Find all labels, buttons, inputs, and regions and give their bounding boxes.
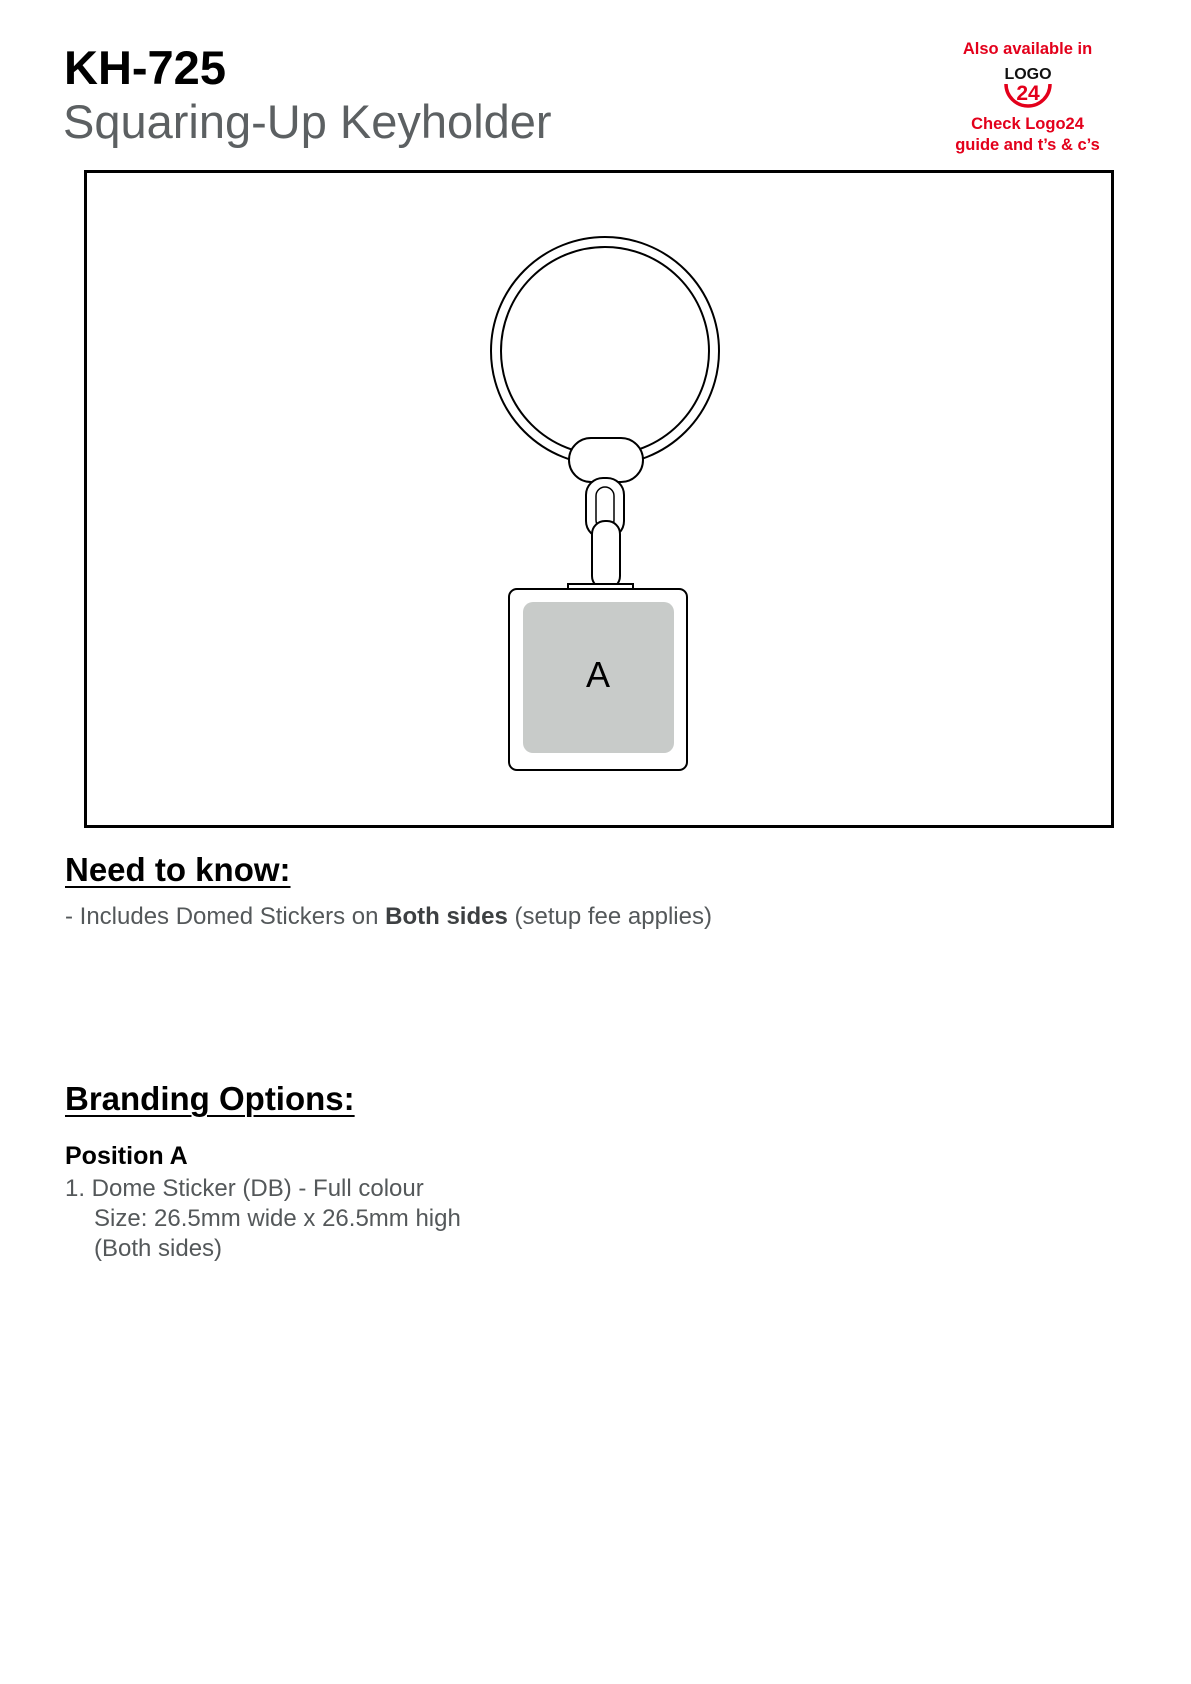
position-a-title: Position A [65, 1142, 188, 1170]
also-available-text: Also available in [962, 40, 1093, 58]
option-line: 1. Dome Sticker (DB) - Full colour [65, 1175, 424, 1202]
option-size: Size: 26.5mm wide x 26.5mm high [94, 1205, 461, 1232]
check-guide-line1: Check Logo24 [971, 115, 1084, 134]
branding-option-1 [65, 1174, 461, 1264]
need-to-know-item [65, 903, 712, 931]
need-to-know-heading: Need to know: [65, 851, 291, 888]
need-suffix: (setup fee applies) [507, 903, 712, 930]
logo-word: LOGO [1003, 66, 1052, 84]
need-bold: Both sides [385, 903, 508, 930]
option-sides: (Both sides) [94, 1235, 223, 1262]
logo-number: 24 [1015, 82, 1040, 106]
logo24-notice [940, 40, 1115, 155]
key-ring-inner [501, 247, 709, 455]
position-a-label: A [585, 654, 611, 695]
keyholder-illustration [87, 173, 1111, 825]
ring-clasp [569, 438, 643, 482]
product-illustration-frame [84, 170, 1114, 828]
chain-link-lower [592, 521, 620, 589]
branding-options-heading: Branding Options: [65, 1080, 355, 1117]
check-guide-line2: guide and t’s & c’s [955, 135, 1100, 154]
need-prefix: - Includes Domed Stickers on [65, 903, 386, 930]
key-ring-outer [491, 237, 719, 465]
product-name: Squaring-Up Keyholder [63, 95, 552, 148]
logo24-logo [998, 62, 1058, 112]
product-code: KH-725 [64, 41, 226, 94]
